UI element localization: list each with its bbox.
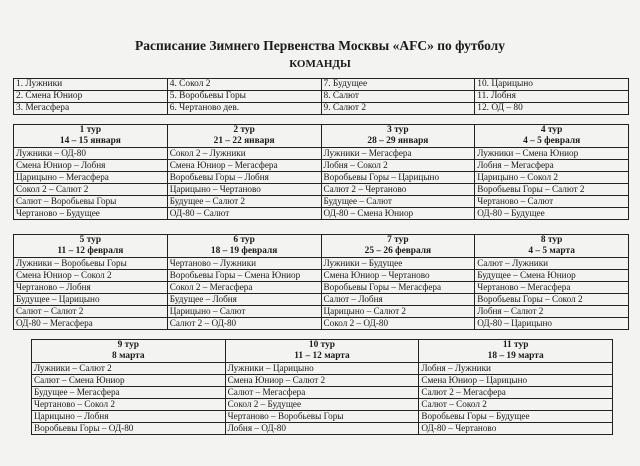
rounds-row-3	[31, 339, 613, 435]
teams-table	[13, 78, 629, 115]
rounds-row-1	[13, 124, 629, 220]
round-title: 3 тур	[321, 125, 475, 137]
round-dates: 28 – 29 января	[321, 136, 475, 148]
match-row	[14, 208, 629, 220]
match-cell: Будущее – Лобня	[167, 294, 321, 306]
match-cell: Смена Юниор – Лобня	[14, 160, 168, 172]
match-row	[14, 282, 629, 294]
match-cell: ОД-80 – Смена Юниор	[321, 208, 475, 220]
match-cell: Чертаново – Салют	[475, 196, 629, 208]
team-cell: 4. Сокол 2	[167, 79, 321, 91]
match-cell: Салют – Мегасфера	[225, 387, 419, 399]
match-cell: Лужники – ОД-80	[14, 148, 168, 160]
match-row	[14, 196, 629, 208]
match-row	[32, 363, 613, 375]
match-cell: ОД-80 – Будущее	[475, 208, 629, 220]
match-cell: Лужники – Царицыно	[225, 363, 419, 375]
round-dates: 4 – 5 марта	[475, 246, 629, 258]
match-cell: Воробьевы Горы – Мегасфера	[321, 282, 475, 294]
round-dates: 25 – 26 февраля	[321, 246, 475, 258]
team-cell: 10. Царицыно	[475, 79, 629, 91]
match-cell: Лужники – Мегасфера	[321, 148, 475, 160]
match-row	[32, 423, 613, 435]
match-cell: Царицыно – Чертаново	[167, 184, 321, 196]
round-dates: 14 – 15 января	[14, 136, 168, 148]
match-cell: Салют – Воробьевы Горы	[14, 196, 168, 208]
match-cell: Чертаново – Лобня	[14, 282, 168, 294]
match-cell: Смена Юниор – Салют 2	[225, 375, 419, 387]
round-dates: 21 – 22 января	[167, 136, 321, 148]
round-title: 2 тур	[167, 125, 321, 137]
match-row	[32, 411, 613, 423]
match-row	[14, 172, 629, 184]
round-dates: 4 – 5 февраля	[475, 136, 629, 148]
match-cell: Салют – Салют 2	[14, 306, 168, 318]
match-row	[14, 148, 629, 160]
round-title: 10 тур	[225, 340, 419, 352]
match-cell: Салют 2 – ОД-80	[167, 318, 321, 330]
match-cell: Лобня – ОД-80	[225, 423, 419, 435]
match-cell: Лобня – Салют 2	[475, 306, 629, 318]
match-cell: Лобня – Сокол 2	[321, 160, 475, 172]
match-row	[14, 184, 629, 196]
match-row	[14, 294, 629, 306]
match-cell: Сокол 2 – Салют 2	[14, 184, 168, 196]
match-cell: Будущее – Салют 2	[167, 196, 321, 208]
rounds-table	[13, 124, 629, 220]
match-cell: Царицыно – Салют	[167, 306, 321, 318]
teams-row	[14, 91, 629, 103]
match-cell: Лобня – Лужники	[419, 363, 613, 375]
match-cell: Чертаново – Воробьевы Горы	[225, 411, 419, 423]
match-cell: Лужники – Смена Юниор	[475, 148, 629, 160]
team-cell: 8. Салют	[321, 91, 475, 103]
page-title: Расписание Зимнего Первенства Москвы «AFC» по футболу	[135, 38, 505, 53]
team-cell: 5. Воробьевы Горы	[167, 91, 321, 103]
match-cell: Будущее – Царицыно	[14, 294, 168, 306]
teams-row	[14, 79, 629, 91]
match-cell: Смена Юниор – Царицыно	[419, 375, 613, 387]
match-cell: Царицыно – Салют 2	[321, 306, 475, 318]
match-row	[14, 270, 629, 282]
match-cell: ОД-80 – Чертаново	[419, 423, 613, 435]
match-cell: Чертаново – Сокол 2	[32, 399, 226, 411]
team-cell: 11. Лобня	[475, 91, 629, 103]
team-cell: 6. Чертаново дев.	[167, 103, 321, 115]
rounds-table	[31, 339, 613, 435]
match-cell: Смена Юниор – Чертаново	[321, 270, 475, 282]
round-title: 11 тур	[419, 340, 613, 352]
match-row	[14, 258, 629, 270]
round-title: 8 тур	[475, 235, 629, 247]
match-cell: Салют – Лужники	[475, 258, 629, 270]
match-cell: Воробьевы Горы – Лобня	[167, 172, 321, 184]
match-cell: Чертаново – Лужники	[167, 258, 321, 270]
match-cell: Смена Юниор – Сокол 2	[14, 270, 168, 282]
team-cell: 9. Салют 2	[321, 103, 475, 115]
round-dates: 18 – 19 марта	[419, 351, 613, 363]
match-cell: Салют – Сокол 2	[419, 399, 613, 411]
round-dates: 8 марта	[32, 351, 226, 363]
teams-heading: КОМАНДЫ	[289, 58, 351, 70]
match-cell: Сокол 2 – Лужники	[167, 148, 321, 160]
match-cell: Салют – Смена Юниор	[32, 375, 226, 387]
rounds-row-2	[13, 234, 629, 330]
round-title: 4 тур	[475, 125, 629, 137]
match-cell: Сокол 2 – ОД-80	[321, 318, 475, 330]
match-row	[14, 318, 629, 330]
round-title: 5 тур	[14, 235, 168, 247]
match-cell: ОД-80 – Салют	[167, 208, 321, 220]
team-cell: 7. Будущее	[321, 79, 475, 91]
round-dates: 18 – 19 февраля	[167, 246, 321, 258]
match-cell: Салют – Лобня	[321, 294, 475, 306]
team-cell: 3. Мегасфера	[14, 103, 168, 115]
round-dates: 11 – 12 февраля	[14, 246, 168, 258]
match-cell: Лобня – Мегасфера	[475, 160, 629, 172]
match-cell: ОД-80 – Царицыно	[475, 318, 629, 330]
match-cell: Воробьевы Горы – ОД-80	[32, 423, 226, 435]
match-row	[14, 306, 629, 318]
match-cell: Сокол 2 – Мегасфера	[167, 282, 321, 294]
match-cell: Воробьевы Горы – Царицыно	[321, 172, 475, 184]
match-cell: Царицыно – Сокол 2	[475, 172, 629, 184]
team-cell: 12. ОД – 80	[475, 103, 629, 115]
team-cell: 2. Смена Юниор	[14, 91, 168, 103]
team-cell: 1. Лужники	[14, 79, 168, 91]
match-cell: Будущее – Салют	[321, 196, 475, 208]
match-cell: Чертаново – Будущее	[14, 208, 168, 220]
match-cell: Царицыно – Мегасфера	[14, 172, 168, 184]
match-row	[14, 160, 629, 172]
match-row	[32, 399, 613, 411]
match-cell: Лужники – Будущее	[321, 258, 475, 270]
match-cell: Смена Юниор – Мегасфера	[167, 160, 321, 172]
rounds-table	[13, 234, 629, 330]
match-cell: Воробьевы Горы – Смена Юниор	[167, 270, 321, 282]
match-cell: Царицыно – Лобня	[32, 411, 226, 423]
match-cell: Лужники – Салют 2	[32, 363, 226, 375]
round-title: 6 тур	[167, 235, 321, 247]
round-title: 9 тур	[32, 340, 226, 352]
match-cell: Будущее – Смена Юниор	[475, 270, 629, 282]
match-row	[32, 375, 613, 387]
match-cell: Воробьевы Горы – Сокол 2	[475, 294, 629, 306]
round-dates: 11 – 12 марта	[225, 351, 419, 363]
match-cell: ОД-80 – Мегасфера	[14, 318, 168, 330]
match-row	[32, 387, 613, 399]
match-cell: Воробьевы Горы – Салют 2	[475, 184, 629, 196]
match-cell: Салют 2 – Мегасфера	[419, 387, 613, 399]
match-cell: Сокол 2 – Будущее	[225, 399, 419, 411]
teams-row	[14, 103, 629, 115]
match-cell: Будущее – Мегасфера	[32, 387, 226, 399]
match-cell: Лужники – Воробьевы Горы	[14, 258, 168, 270]
match-cell: Воробьевы Горы – Будущее	[419, 411, 613, 423]
match-cell: Салют 2 – Чертаново	[321, 184, 475, 196]
round-title: 7 тур	[321, 235, 475, 247]
match-cell: Чертаново – Мегасфера	[475, 282, 629, 294]
round-title: 1 тур	[14, 125, 168, 137]
